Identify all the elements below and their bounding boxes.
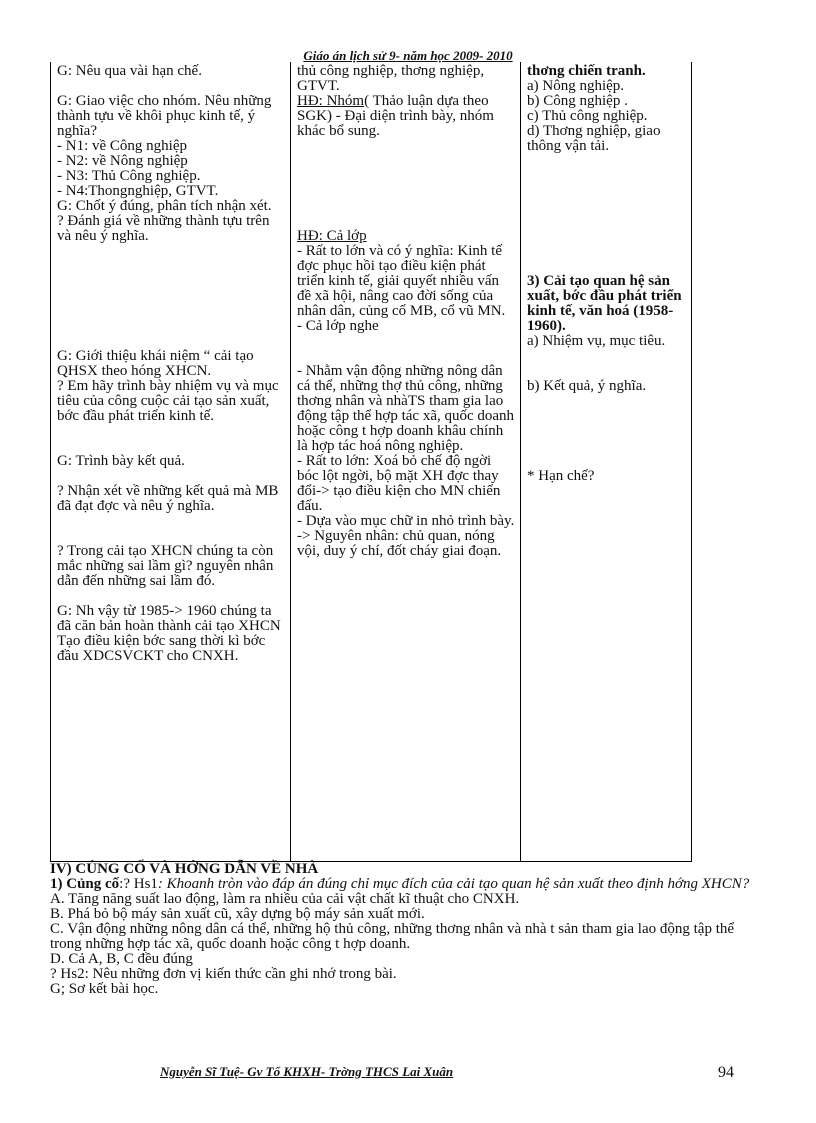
c3-line: thơng chiến tranh. <box>527 63 646 79</box>
c1-line: ? Trong cải tạo XHCN chúng ta còn mắc những sai lầm gì? nguyên nhân dẫn đến những sai lầm đó. <box>57 543 274 589</box>
q1-prefix: :? Hs1 <box>119 876 158 892</box>
q1-label: 1) Củng cố <box>50 876 120 892</box>
page-header: Giáo án lịch sử 9- năm học 2009- 2010 <box>303 48 513 63</box>
c3-line: * Hạn chế? <box>527 468 595 484</box>
c3-line: c) Thủ công nghiệp. <box>527 108 648 124</box>
question-2: ? Hs2: Nêu những đơn vị kiến thức cần ghi nhớ trong bài. <box>50 966 397 982</box>
lesson-table <box>50 62 692 862</box>
hd-class-label: HĐ: Cả lớp <box>297 228 367 244</box>
section-3-heading: 3) Cải tạo quan hệ sản xuất, bớc đầu phát triển kinh tế, văn hoá (1958-1960). <box>527 273 682 334</box>
c1-line: G: Nh vậy từ 1985-> 1960 chúng ta đã căn bản hoàn thành cải tạo XHCN Tạo điều kiện bớc sang thời kì bớc đầu XDCSVCKT cho CNXH. <box>57 603 281 664</box>
c2-line: -> Nguyên nhân: chủ quan, nóng vội, duy ý chí, đốt cháy giai đoạn. <box>297 528 502 559</box>
answer-b: B. Phá bỏ bộ máy sản xuất cũ, xây dựng bộ máy sản xuất mới. <box>50 906 425 922</box>
c1-line: - N1: về Công nghiệp <box>57 138 187 154</box>
lesson-summary: G; Sơ kết bài học. <box>50 981 159 997</box>
answer-d: D. Cả A, B, C đều đúng <box>50 951 193 967</box>
page-footer: Nguyễn Sĩ Tuệ- Gv Tổ KHXH- Trờng THCS Lai Xuân <box>160 1064 454 1079</box>
answer-c: C. Vận động những nông dân cá thể, những hộ thủ công, những thơng nhân và nhà t sản tham gia lao động tập thể trong những hợp tác xã, quốc doanh hoặc công t hợp doanh. <box>50 921 735 952</box>
c1-line: ? Đánh giá về những thành tựu trên và nêu ý nghĩa. <box>57 213 270 244</box>
c1-line: G: Chốt ý đúng, phân tích nhận xét. <box>57 198 272 214</box>
teacher-activity-column <box>51 62 291 861</box>
c1-line: - N2: về Nông nghiệp <box>57 153 188 169</box>
c3-line: a) Nông nghiệp. <box>527 78 625 94</box>
c3-line: b) Công nghiệp . <box>527 93 628 109</box>
c2-line: thủ công nghiệp, thơng nghiệp, GTVT. <box>297 63 485 94</box>
c2-line: - Dựa vào mục chữ in nhỏ trình bày. <box>297 513 515 529</box>
hd-group-label: HĐ: Nhóm <box>297 93 365 109</box>
content-column <box>521 62 691 861</box>
c3-line: b) Kết quả, ý nghĩa. <box>527 378 647 394</box>
c3-line: a) Nhiệm vụ, mục tiêu. <box>527 333 666 349</box>
section-4-heading: IV) CỦNG CỐ VÀ HỚNG DẪN VỀ NHÀ <box>50 861 319 877</box>
c2-line: - Rất to lớn: Xoá bỏ chế độ ngời bóc lột ngời, bộ mặt XH đợc thay đổi-> tạo điều kiện cho MN chiến đấu. <box>297 453 501 514</box>
c1-line: ? Nhận xét về những kết quả mà MB đã đạt đợc và nêu ý nghĩa. <box>57 483 279 514</box>
c1-line: - N3: Thủ Công nghiệp. <box>57 168 201 184</box>
c1-line: G: Giao việc cho nhóm. Nêu những thành tựu về khôi phục kinh tế, ý nghĩa? <box>57 93 272 139</box>
c1-line: ? Em hãy trình bày nhiệm vụ và mục tiêu của công cuộc cải tạo sản xuất, bớc đầu phát triển kinh tế. <box>57 378 279 424</box>
c2-line <box>297 94 516 139</box>
student-activity-column <box>291 62 521 861</box>
question-1 <box>50 877 750 892</box>
c3-line: d) Thơng nghiệp, giao thông vận tải. <box>527 123 661 154</box>
c1-line: G: Nêu qua vài hạn chế. <box>57 63 202 79</box>
page-number: 94 <box>718 1064 734 1081</box>
c2-line: - Rất to lớn và có ý nghĩa: Kinh tế đợc phục hồi tạo điều kiện phát triển kinh tế, giải quyết nhiều vấn đề xã hội, nâng cao đời sống của nhân dân, củng cố MB, cổ vũ MN. <box>297 243 506 319</box>
consolidation-section <box>50 862 750 997</box>
c1-line: G: Giới thiệu khái niệm “ cải tạo QHSX theo hóng XHCN. <box>57 348 254 379</box>
c1-line: - N4:Thongnghiệp, GTVT. <box>57 183 219 199</box>
c1-line: G: Trình bày kết quả. <box>57 453 185 469</box>
q1-text: : Khoanh tròn vào đáp án đúng chỉ mục đích của cải tạo quan hệ sản xuất theo định hớng XHCN? <box>157 876 750 892</box>
c2-line: - Cả lớp nghe <box>297 318 379 334</box>
c2-line: - Nhằm vận động những nông dân cá thể, những thợ thủ công, những thơng nhân và nhàTS tham gia lao động tập thể hợp tác xã, quốc doanh hoặc công t hợp doanh khâu chính là hợp tác hoá nông nghiệp. <box>297 363 515 454</box>
hd-group-text: ( Thảo luận dựa theo SGK) - Đại diện trình bày, nhóm khác bổ sung. <box>297 93 494 139</box>
answer-a: A. Tăng năng suất lao động, làm ra nhiều của cải vật chất kĩ thuật cho CNXH. <box>50 891 520 907</box>
